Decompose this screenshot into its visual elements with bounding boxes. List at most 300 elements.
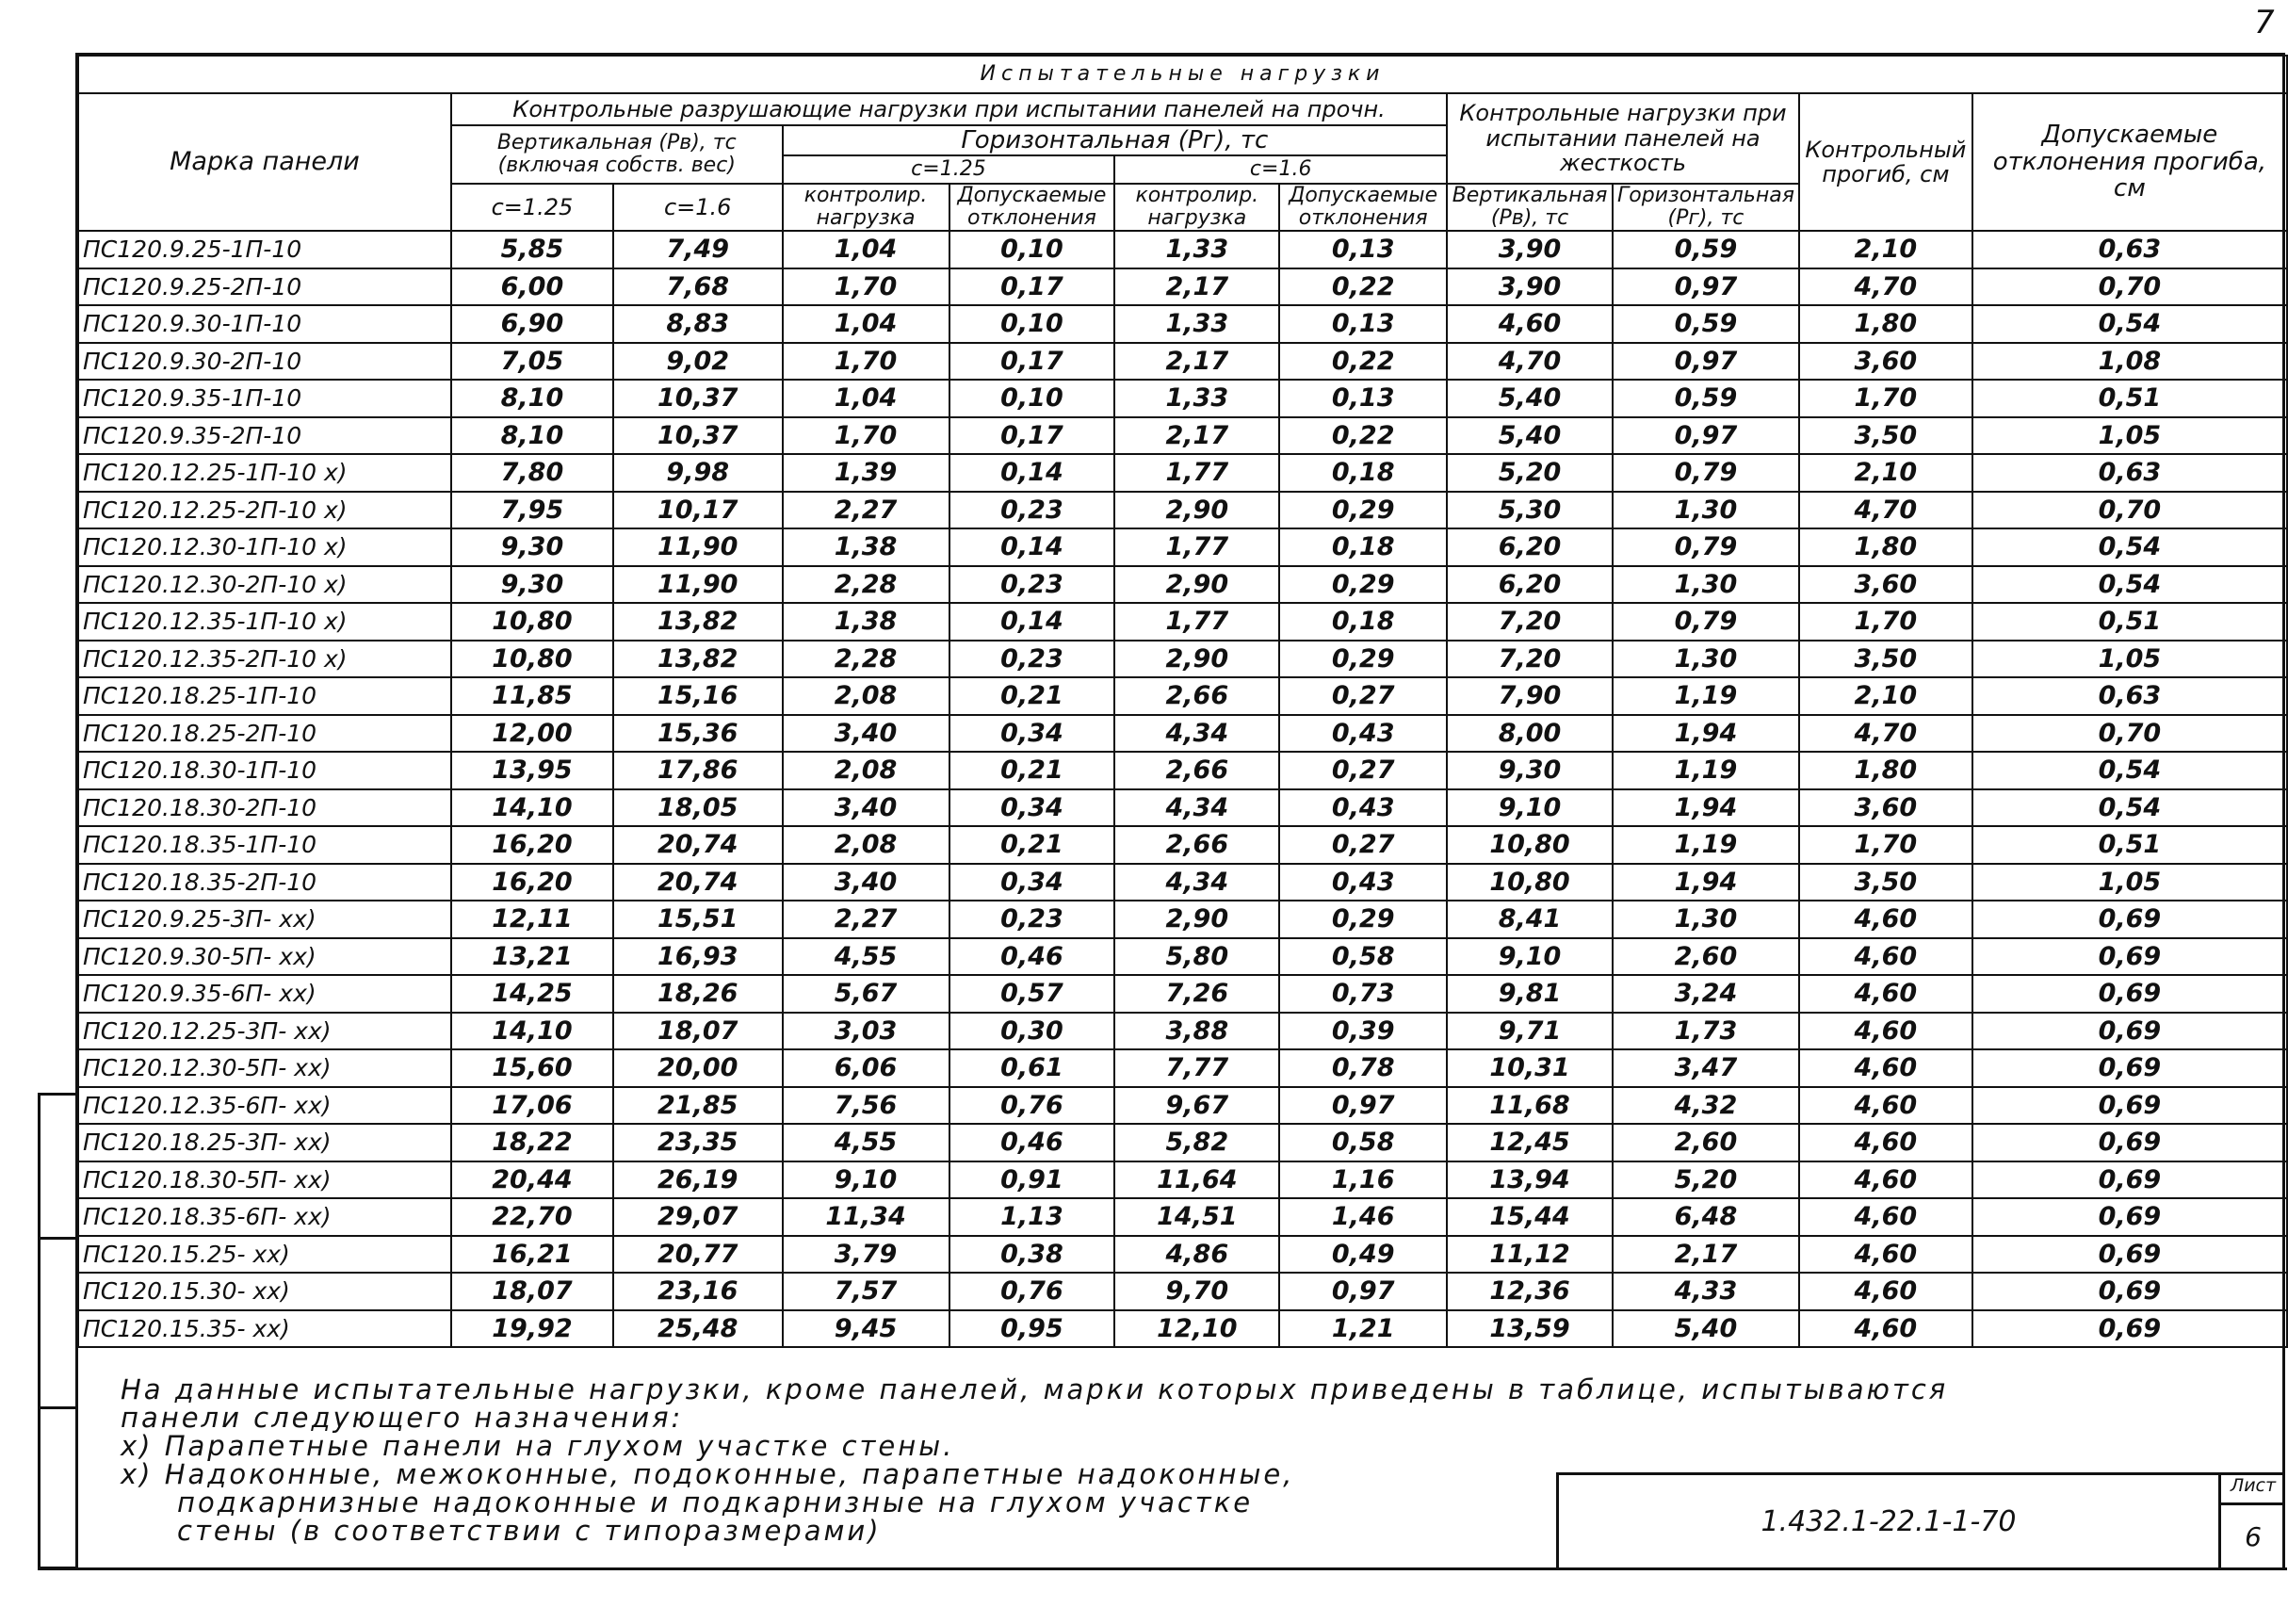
value-cell: 0,43 (1279, 715, 1447, 753)
value-cell: 0,97 (1613, 417, 1799, 455)
value-cell: 0,10 (949, 231, 1115, 268)
panel-mark-cell: ПС120.9.30-1П-10 (78, 305, 451, 343)
value-cell: 15,36 (613, 715, 783, 753)
value-cell: 0,46 (949, 1124, 1115, 1161)
value-cell: 1,05 (1972, 641, 2287, 678)
value-cell: 2,08 (783, 752, 949, 789)
table-row (78, 343, 2287, 381)
value-cell: 1,94 (1613, 864, 1799, 901)
value-cell: 8,10 (451, 380, 613, 417)
value-cell: 3,60 (1799, 566, 1972, 604)
value-cell: 4,60 (1799, 938, 1972, 976)
value-cell: 9,02 (613, 343, 783, 381)
value-cell: 2,60 (1613, 938, 1799, 976)
panel-mark-cell: ПС120.9.25-3П- xx) (78, 901, 451, 938)
panel-mark-cell: ПС120.9.35-6П- xx) (78, 975, 451, 1013)
value-cell: 9,98 (613, 454, 783, 492)
value-cell: 3,40 (783, 789, 949, 827)
value-cell: 4,60 (1799, 1161, 1972, 1199)
value-cell: 2,90 (1114, 641, 1279, 678)
horizontal-load-header: Горизонтальная (Рг), тс (783, 125, 1448, 155)
value-cell: 1,19 (1613, 752, 1799, 789)
panel-mark-cell: ПС120.15.25- xx) (78, 1236, 451, 1274)
panel-mark-cell: ПС120.12.35-6П- xx) (78, 1087, 451, 1125)
value-cell: 3,47 (1613, 1049, 1799, 1087)
panel-mark-cell: ПС120.18.35-1П-10 (78, 826, 451, 864)
value-cell: 7,90 (1447, 677, 1613, 715)
value-cell: 13,82 (613, 603, 783, 641)
panel-mark-cell: ПС120.9.30-5П- xx) (78, 938, 451, 976)
value-cell: 13,95 (451, 752, 613, 789)
panel-mark-cell: ПС120.18.35-2П-10 (78, 864, 451, 901)
value-cell: 1,46 (1279, 1198, 1447, 1236)
value-cell: 0,22 (1279, 268, 1447, 306)
table-row (78, 752, 2287, 789)
value-cell: 23,35 (613, 1124, 783, 1161)
allow-dev-125-header: Допускаемые отклонения (949, 184, 1115, 231)
table-title: Испытательные нагрузки (78, 56, 2287, 93)
value-cell: 2,90 (1114, 492, 1279, 529)
value-cell: 4,60 (1799, 975, 1972, 1013)
value-cell: 1,80 (1799, 752, 1972, 789)
table-row (78, 975, 2287, 1013)
value-cell: 0,59 (1613, 305, 1799, 343)
table-row (78, 938, 2287, 976)
value-cell: 15,44 (1447, 1198, 1613, 1236)
value-cell: 0,69 (1972, 1049, 2287, 1087)
table-row (78, 901, 2287, 938)
value-cell: 3,50 (1799, 641, 1972, 678)
panel-mark-cell: ПС120.12.30-2П-10 x) (78, 566, 451, 604)
value-cell: 13,94 (1447, 1161, 1613, 1199)
bottom-border (38, 1567, 2287, 1570)
value-cell: 0,69 (1972, 1124, 2287, 1161)
value-cell: 29,07 (613, 1198, 783, 1236)
value-cell: 12,45 (1447, 1124, 1613, 1161)
value-cell: 0,14 (949, 528, 1115, 566)
c125-vertical-header: с=1.25 (451, 184, 613, 231)
value-cell: 0,38 (949, 1236, 1115, 1274)
col-mark-header: Марка панели (78, 93, 451, 231)
value-cell: 20,00 (613, 1049, 783, 1087)
value-cell: 0,29 (1279, 641, 1447, 678)
value-cell: 0,54 (1972, 528, 2287, 566)
value-cell: 10,80 (451, 603, 613, 641)
title-block (1556, 1472, 2285, 1569)
value-cell: 2,28 (783, 641, 949, 678)
panel-mark-cell: ПС120.15.35- xx) (78, 1310, 451, 1348)
value-cell: 4,60 (1799, 901, 1972, 938)
value-cell: 0,69 (1972, 938, 2287, 976)
value-cell: 1,70 (1799, 603, 1972, 641)
value-cell: 0,23 (949, 641, 1115, 678)
value-cell: 0,10 (949, 305, 1115, 343)
value-cell: 0,27 (1279, 677, 1447, 715)
binding-margin-strip (38, 1093, 75, 1569)
value-cell: 17,86 (613, 752, 783, 789)
table-row (78, 380, 2287, 417)
value-cell: 4,60 (1799, 1273, 1972, 1310)
value-cell: 6,90 (451, 305, 613, 343)
panel-mark-cell: ПС120.12.25-3П- xx) (78, 1013, 451, 1050)
value-cell: 9,10 (1447, 789, 1613, 827)
value-cell: 0,58 (1279, 1124, 1447, 1161)
value-cell: 23,16 (613, 1273, 783, 1310)
value-cell: 0,59 (1613, 231, 1799, 268)
value-cell: 7,05 (451, 343, 613, 381)
value-cell: 3,50 (1799, 417, 1972, 455)
table-row (78, 1273, 2287, 1310)
ctrl-load-16-header: контролир. нагрузка (1114, 184, 1279, 231)
value-cell: 0,69 (1972, 1013, 2287, 1050)
value-cell: 0,29 (1279, 566, 1447, 604)
stiff-horizontal-header: Горизонтальная (Рг), тс (1613, 184, 1799, 231)
value-cell: 2,10 (1799, 454, 1972, 492)
value-cell: 5,40 (1447, 417, 1613, 455)
value-cell: 1,30 (1613, 566, 1799, 604)
value-cell: 0,30 (949, 1013, 1115, 1050)
table-row (78, 417, 2287, 455)
value-cell: 0,59 (1613, 380, 1799, 417)
value-cell: 0,17 (949, 343, 1115, 381)
test-loads-table (77, 55, 2288, 1348)
value-cell: 8,83 (613, 305, 783, 343)
c16-vertical-header: с=1.6 (613, 184, 783, 231)
strip-divider (41, 1237, 78, 1240)
panel-mark-cell: ПС120.12.30-5П- xx) (78, 1049, 451, 1087)
value-cell: 2,66 (1114, 677, 1279, 715)
value-cell: 18,07 (451, 1273, 613, 1310)
value-cell: 0,17 (949, 268, 1115, 306)
col-deflection-dev-header: Допускаемые отклонения прогиба, см (1972, 93, 2287, 231)
c125-horizontal-header: с=1.25 (783, 155, 1115, 184)
value-cell: 0,79 (1613, 528, 1799, 566)
value-cell: 3,03 (783, 1013, 949, 1050)
table-row (78, 641, 2287, 678)
value-cell: 3,90 (1447, 231, 1613, 268)
value-cell: 3,88 (1114, 1013, 1279, 1050)
value-cell: 26,19 (613, 1161, 783, 1199)
value-cell: 11,68 (1447, 1087, 1613, 1125)
value-cell: 1,70 (1799, 826, 1972, 864)
value-cell: 4,70 (1799, 492, 1972, 529)
value-cell: 13,82 (613, 641, 783, 678)
table-row (78, 1124, 2287, 1161)
panel-mark-cell: ПС120.9.25-1П-10 (78, 231, 451, 268)
table-row (78, 268, 2287, 306)
value-cell: 7,80 (451, 454, 613, 492)
table-row (78, 528, 2287, 566)
value-cell: 9,81 (1447, 975, 1613, 1013)
value-cell: 1,70 (1799, 380, 1972, 417)
value-cell: 3,60 (1799, 789, 1972, 827)
value-cell: 25,48 (613, 1310, 783, 1348)
value-cell: 3,79 (783, 1236, 949, 1274)
value-cell: 6,06 (783, 1049, 949, 1087)
value-cell: 3,24 (1613, 975, 1799, 1013)
value-cell: 1,38 (783, 603, 949, 641)
table-row (78, 1310, 2287, 1348)
note-line: x) Надоконные, межоконные, подоконные, парапетные надоконные, (121, 1458, 1295, 1490)
panel-mark-cell: ПС120.9.35-1П-10 (78, 380, 451, 417)
sheet-label: Лист (2221, 1475, 2285, 1505)
value-cell: 0,61 (949, 1049, 1115, 1087)
value-cell: 0,51 (1972, 603, 2287, 641)
value-cell: 0,91 (949, 1161, 1115, 1199)
table-row (78, 864, 2287, 901)
value-cell: 2,17 (1114, 417, 1279, 455)
value-cell: 14,25 (451, 975, 613, 1013)
value-cell: 0,43 (1279, 789, 1447, 827)
value-cell: 18,05 (613, 789, 783, 827)
note-line: подкарнизные надоконные и подкарнизные на глухом участке (177, 1486, 1254, 1518)
value-cell: 4,86 (1114, 1236, 1279, 1274)
value-cell: 0,39 (1279, 1013, 1447, 1050)
value-cell: 1,33 (1114, 231, 1279, 268)
note-line: x) Парапетные панели на глухом участке стены. (121, 1430, 955, 1462)
value-cell: 0,70 (1972, 492, 2287, 529)
value-cell: 0,21 (949, 826, 1115, 864)
value-cell: 4,34 (1114, 715, 1279, 753)
value-cell: 11,12 (1447, 1236, 1613, 1274)
value-cell: 14,51 (1114, 1198, 1279, 1236)
value-cell: 9,30 (451, 566, 613, 604)
value-cell: 1,16 (1279, 1161, 1447, 1199)
table-row (78, 1161, 2287, 1199)
value-cell: 0,69 (1972, 1236, 2287, 1274)
value-cell: 1,39 (783, 454, 949, 492)
value-cell: 11,64 (1114, 1161, 1279, 1199)
value-cell: 7,95 (451, 492, 613, 529)
table-row (78, 715, 2287, 753)
value-cell: 2,17 (1613, 1236, 1799, 1274)
value-cell: 10,80 (1447, 864, 1613, 901)
value-cell: 6,00 (451, 268, 613, 306)
value-cell: 0,58 (1279, 938, 1447, 976)
value-cell: 1,80 (1799, 528, 1972, 566)
value-cell: 8,00 (1447, 715, 1613, 753)
value-cell: 5,20 (1447, 454, 1613, 492)
value-cell: 7,20 (1447, 603, 1613, 641)
value-cell: 1,70 (783, 268, 949, 306)
value-cell: 8,10 (451, 417, 613, 455)
panel-mark-cell: ПС120.18.25-2П-10 (78, 715, 451, 753)
value-cell: 10,37 (613, 417, 783, 455)
value-cell: 0,14 (949, 603, 1115, 641)
value-cell: 0,70 (1972, 715, 2287, 753)
value-cell: 0,22 (1279, 417, 1447, 455)
value-cell: 14,10 (451, 1013, 613, 1050)
value-cell: 9,30 (1447, 752, 1613, 789)
value-cell: 3,40 (783, 864, 949, 901)
c16-horizontal-header: с=1.6 (1114, 155, 1447, 184)
value-cell: 6,20 (1447, 528, 1613, 566)
value-cell: 0,29 (1279, 492, 1447, 529)
value-cell: 0,97 (1279, 1273, 1447, 1310)
value-cell: 1,77 (1114, 454, 1279, 492)
table-row (78, 789, 2287, 827)
value-cell: 2,66 (1114, 826, 1279, 864)
ctrl-load-125-header: контролир. нагрузка (783, 184, 949, 231)
value-cell: 0,17 (949, 417, 1115, 455)
panel-mark-cell: ПС120.18.30-2П-10 (78, 789, 451, 827)
value-cell: 16,20 (451, 826, 613, 864)
value-cell: 22,70 (451, 1198, 613, 1236)
value-cell: 0,34 (949, 789, 1115, 827)
value-cell: 0,23 (949, 566, 1115, 604)
value-cell: 0,97 (1613, 268, 1799, 306)
value-cell: 0,76 (949, 1273, 1115, 1310)
value-cell: 2,90 (1114, 901, 1279, 938)
value-cell: 0,18 (1279, 454, 1447, 492)
panel-mark-cell: ПС120.9.30-2П-10 (78, 343, 451, 381)
value-cell: 4,60 (1799, 1049, 1972, 1087)
value-cell: 9,67 (1114, 1087, 1279, 1125)
value-cell: 4,60 (1799, 1124, 1972, 1161)
value-cell: 11,90 (613, 528, 783, 566)
vertical-load-header: Вертикальная (Рв), тс (включая собств. вес) (451, 125, 783, 184)
value-cell: 10,17 (613, 492, 783, 529)
value-cell: 1,33 (1114, 305, 1279, 343)
value-cell: 4,55 (783, 1124, 949, 1161)
value-cell: 4,70 (1447, 343, 1613, 381)
value-cell: 10,80 (1447, 826, 1613, 864)
value-cell: 9,10 (1447, 938, 1613, 976)
value-cell: 1,21 (1279, 1310, 1447, 1348)
value-cell: 4,34 (1114, 789, 1279, 827)
value-cell: 7,26 (1114, 975, 1279, 1013)
value-cell: 4,33 (1613, 1273, 1799, 1310)
value-cell: 13,21 (451, 938, 613, 976)
value-cell: 13,59 (1447, 1310, 1613, 1348)
value-cell: 1,19 (1613, 826, 1799, 864)
value-cell: 16,21 (451, 1236, 613, 1274)
value-cell: 18,07 (613, 1013, 783, 1050)
panel-mark-cell: ПС120.18.30-1П-10 (78, 752, 451, 789)
value-cell: 12,11 (451, 901, 613, 938)
table-row (78, 305, 2287, 343)
value-cell: 9,30 (451, 528, 613, 566)
group-strength-header: Контрольные разрушающие нагрузки при испытании панелей на прочн. (451, 93, 1447, 125)
value-cell: 0,29 (1279, 901, 1447, 938)
value-cell: 0,70 (1972, 268, 2287, 306)
value-cell: 1,30 (1613, 901, 1799, 938)
panel-mark-cell: ПС120.12.35-1П-10 x) (78, 603, 451, 641)
value-cell: 1,38 (783, 528, 949, 566)
value-cell: 0,57 (949, 975, 1115, 1013)
value-cell: 12,36 (1447, 1273, 1613, 1310)
table-row (78, 677, 2287, 715)
value-cell: 1,13 (949, 1198, 1115, 1236)
value-cell: 1,33 (1114, 380, 1279, 417)
value-cell: 0,78 (1279, 1049, 1447, 1087)
stiff-vertical-header: Вертикальная (Рв), тс (1447, 184, 1613, 231)
panel-mark-cell: ПС120.12.25-1П-10 x) (78, 454, 451, 492)
value-cell: 1,94 (1613, 715, 1799, 753)
value-cell: 2,28 (783, 566, 949, 604)
value-cell: 3,90 (1447, 268, 1613, 306)
value-cell: 4,70 (1799, 715, 1972, 753)
value-cell: 0,10 (949, 380, 1115, 417)
col-deflection-header: Контрольный прогиб, см (1799, 93, 1972, 231)
value-cell: 0,22 (1279, 343, 1447, 381)
value-cell: 0,18 (1279, 528, 1447, 566)
value-cell: 20,44 (451, 1161, 613, 1199)
value-cell: 1,77 (1114, 603, 1279, 641)
value-cell: 9,71 (1447, 1013, 1613, 1050)
value-cell: 0,54 (1972, 752, 2287, 789)
table-row (78, 231, 2287, 268)
value-cell: 2,27 (783, 492, 949, 529)
value-cell: 18,26 (613, 975, 783, 1013)
note-line: На данные испытательные нагрузки, кроме панелей, марки которых приведены в таблице, испытываются (121, 1373, 1949, 1405)
value-cell: 1,04 (783, 231, 949, 268)
value-cell: 2,60 (1613, 1124, 1799, 1161)
value-cell: 7,49 (613, 231, 783, 268)
value-cell: 0,97 (1279, 1087, 1447, 1125)
value-cell: 0,27 (1279, 826, 1447, 864)
value-cell: 4,60 (1799, 1198, 1972, 1236)
table-row (78, 1236, 2287, 1274)
table-row (78, 603, 2287, 641)
value-cell: 0,69 (1972, 1310, 2287, 1348)
value-cell: 5,67 (783, 975, 949, 1013)
value-cell: 11,34 (783, 1198, 949, 1236)
value-cell: 11,85 (451, 677, 613, 715)
value-cell: 0,54 (1972, 789, 2287, 827)
value-cell: 1,08 (1972, 343, 2287, 381)
page-number: 7 (2254, 4, 2276, 41)
table-row (78, 454, 2287, 492)
panel-mark-cell: ПС120.18.25-1П-10 (78, 677, 451, 715)
value-cell: 4,60 (1799, 1087, 1972, 1125)
value-cell: 4,60 (1447, 305, 1613, 343)
value-cell: 1,70 (783, 417, 949, 455)
value-cell: 11,90 (613, 566, 783, 604)
value-cell: 0,23 (949, 492, 1115, 529)
value-cell: 4,55 (783, 938, 949, 976)
value-cell: 0,76 (949, 1087, 1115, 1125)
value-cell: 5,40 (1447, 380, 1613, 417)
value-cell: 0,13 (1279, 380, 1447, 417)
table-row (78, 1198, 2287, 1236)
value-cell: 2,27 (783, 901, 949, 938)
value-cell: 9,10 (783, 1161, 949, 1199)
value-cell: 7,68 (613, 268, 783, 306)
value-cell: 1,04 (783, 305, 949, 343)
value-cell: 5,40 (1613, 1310, 1799, 1348)
value-cell: 20,74 (613, 864, 783, 901)
document-code: 1.432.1-22.1-1-70 (1761, 1505, 2017, 1538)
value-cell: 1,05 (1972, 864, 2287, 901)
value-cell: 20,74 (613, 826, 783, 864)
panel-mark-cell: ПС120.15.30- xx) (78, 1273, 451, 1310)
table-row (78, 1049, 2287, 1087)
value-cell: 1,70 (783, 343, 949, 381)
value-cell: 15,16 (613, 677, 783, 715)
panel-mark-cell: ПС120.12.30-1П-10 x) (78, 528, 451, 566)
value-cell: 0,14 (949, 454, 1115, 492)
value-cell: 0,69 (1972, 901, 2287, 938)
value-cell: 0,63 (1972, 454, 2287, 492)
value-cell: 3,60 (1799, 343, 1972, 381)
strip-divider (41, 1406, 78, 1409)
value-cell: 0,51 (1972, 826, 2287, 864)
value-cell: 0,23 (949, 901, 1115, 938)
value-cell: 9,45 (783, 1310, 949, 1348)
value-cell: 1,04 (783, 380, 949, 417)
table-row (78, 566, 2287, 604)
